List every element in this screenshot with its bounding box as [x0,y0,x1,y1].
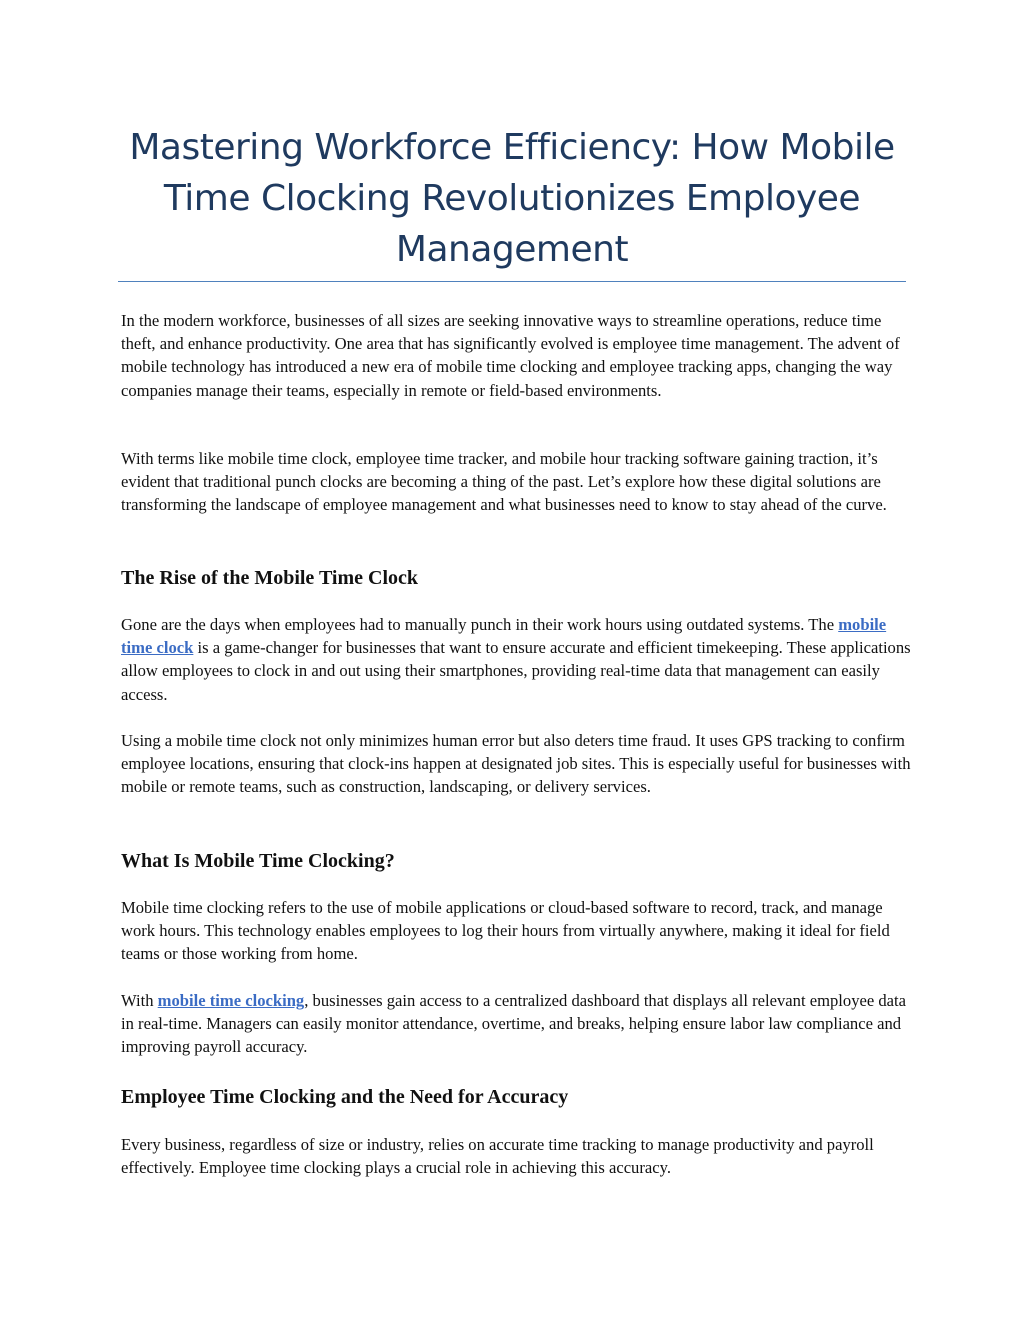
what-is-paragraph-2-text-before: With [121,991,158,1010]
rise-paragraph-1 [121,613,911,706]
intro-paragraph-1: In the modern workforce, businesses of all sizes are seeking innovative ways to streamline operations, reduce time theft, and enhance productivity. One area that has significantly evolved is employee time management. The advent of mobile technology has introduced a new era of mobile time clocking and employee tracking apps, changing the way companies manage their teams, especially in remote or field-based environments. [121,311,900,400]
rise-paragraph-1-text-before: Gone are the days when employees had to manually punch in their work hours using outdated systems. The [121,615,839,634]
section-heading-what-is-mobile-time-clocking: What Is Mobile Time Clocking? [121,850,395,872]
rise-paragraph-2: Using a mobile time clock not only minimizes human error but also deters time fraud. It uses GPS tracking to confirm employee locations, ensuring that clock-ins happen at designated job sites. This is especially useful for businesses with mobile or remote teams, such as construction, landscaping, or delivery services. [121,731,911,797]
rise-paragraph-1-text-after: is a game-changer for businesses that want to ensure accurate and efficient timekeeping. These applications allow employees to clock in and out using their smartphones, providing real-time data that management can easily access. [121,638,911,704]
title-divider [118,281,906,282]
accuracy-paragraph-1: Every business, regardless of size or industry, relies on accurate time tracking to manage productivity and payroll effectively. Employee time clocking plays a crucial role in achieving this accuracy. [121,1135,874,1178]
document-title: Mastering Workforce Efficiency: How Mobile Time Clocking Revolutionizes Employee Management [129,127,895,270]
what-is-paragraph-1: Mobile time clocking refers to the use of mobile applications or cloud-based software to record, track, and manage work hours. This technology enables employees to log their hours from virtually anywhere, making it ideal for field teams or those working from home. [121,898,890,964]
what-is-paragraph-2 [121,989,911,1059]
mobile-time-clocking-link[interactable]: mobile time clocking [157,991,305,1010]
section-heading-rise-of-mobile-time-clock: The Rise of the Mobile Time Clock [121,567,419,589]
intro-paragraph-2: With terms like mobile time clock, employee time tracker, and mobile hour tracking software gaining traction, it’s evident that traditional punch clocks are becoming a thing of the past. Let’s explore how these digital solutions are transforming the landscape of employee management and what businesses need to know to stay ahead of the curve. [121,449,887,515]
mobile-time-clock-link[interactable]: mobile time clock [121,615,887,658]
section-heading-employee-time-clocking: Employee Time Clocking and the Need for Accuracy [121,1086,569,1108]
what-is-paragraph-2-text-after: , businesses gain access to a centralized dashboard that displays all relevant employee data in real-time. Managers can easily monitor attendance, overtime, and breaks, helping ensure labor law compliance and improving payroll accuracy. [121,991,907,1057]
